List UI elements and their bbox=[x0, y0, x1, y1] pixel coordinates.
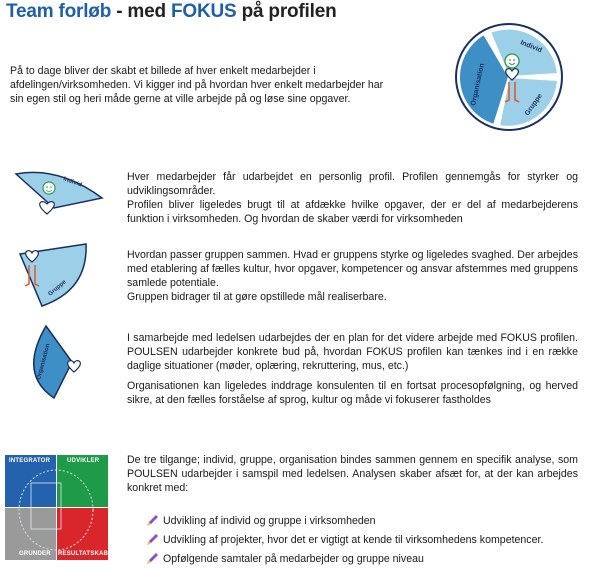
quadrant-circle-outline bbox=[5, 455, 108, 560]
list-item bbox=[145, 549, 543, 568]
list-item bbox=[145, 511, 543, 530]
organisation-section bbox=[127, 331, 578, 407]
title-part-fokus: FOKUS bbox=[170, 1, 237, 22]
analysis-bullet-list bbox=[145, 511, 543, 568]
analysis-section bbox=[127, 453, 578, 495]
organisation-icon-label: Organisation bbox=[36, 343, 52, 381]
bullet-text: Udvikling af projekter, hvor det er vigtigt at kende til virksomhedens kompetencer. bbox=[163, 533, 544, 546]
pen-bullet-icon bbox=[145, 552, 159, 566]
individ-paragraph-2: Profilen bliver ligeledes brugt til at afdække hvilke opgaver, der er del af medarbejderens funktion i virksomheden. Og hvordan de skaber værdi for virksomheden bbox=[127, 199, 578, 225]
bullet-text: Udvikling af individ og gruppe i virksomheden bbox=[163, 514, 376, 527]
competence-quadrant-graphic bbox=[5, 455, 117, 560]
gruppe-segment bbox=[499, 77, 558, 127]
intro-paragraph bbox=[10, 64, 395, 106]
gruppe-icon-label: Gruppe bbox=[47, 279, 68, 298]
title-part-profil: på profilen bbox=[236, 1, 337, 22]
bullet-text: Opfølgende samtaler på medarbejder og gruppe niveau bbox=[163, 552, 424, 565]
quadrant-label-integrator: INTEGRATOR bbox=[9, 458, 51, 464]
fokus-circle-graphic bbox=[454, 22, 564, 132]
gruppe-segment-icon bbox=[14, 240, 94, 310]
list-item bbox=[145, 530, 543, 549]
individ-section bbox=[127, 170, 578, 226]
individ-paragraph-1: Hver medarbejder får udarbejdet en personlig profil. Profilen gennemgås for styrker og udviklingsområder. bbox=[127, 171, 578, 197]
circle-label-organisation: Organisation bbox=[470, 62, 486, 107]
analysis-paragraph: De tre tilgange; individ, gruppe, organisation bindes sammen gennem en specifik analyse, som POULSEN udarbejder i samspil med ledelsen. Analysen skaber afsæt for, at der kan arbejdes konkret med: bbox=[127, 454, 578, 494]
gruppe-paragraph-1: Hvordan passer gruppen sammen. Hvad er gruppens styrke og ligeledes svaghed. Der arbejdes med etablering af fælles kultur, hvor opgaver, kompetencer og ansvar afstemmes med gruppens samlede potentiale. bbox=[127, 249, 578, 289]
pen-bullet-icon bbox=[145, 514, 159, 528]
person-head-icon bbox=[505, 54, 519, 68]
organisation-paragraph-2: Organisationen kan ligeledes inddrage konsulenten til en fortsat procesopfølgning, og herved sikre, at den fælles forståelse af sprog, kultur og måde vi fokuserer fastholdes bbox=[127, 380, 578, 406]
quadrant-label-udvikler: UDVIKLER bbox=[67, 458, 100, 464]
gruppe-section bbox=[127, 248, 578, 304]
title-dash: - bbox=[111, 1, 128, 22]
gruppe-paragraph-2: Gruppen bidrager til at gøre opstillede mål realiserbare. bbox=[127, 291, 387, 303]
circle-label-gruppe: Gruppe bbox=[523, 92, 544, 118]
pen-bullet-icon bbox=[145, 533, 159, 547]
organisation-segment-icon bbox=[16, 322, 96, 402]
title-part-med: med bbox=[127, 1, 171, 22]
quadrant-label-grunder: GRUNDER bbox=[19, 551, 51, 557]
intro-text: På to dage bliver der skabt et billede af hver enkelt medarbejder i afdelingen/virksomheden. Vi kigger ind på hvordan hver enkelt medarbejder har sin egen stil og heri måde gerne at ville arbejde på og løse sine opgaver. bbox=[10, 65, 384, 105]
individ-segment-icon bbox=[14, 168, 104, 228]
circle-label-individ: Individ bbox=[519, 39, 543, 55]
individ-icon-label: Individ bbox=[62, 176, 83, 189]
organisation-paragraph-1: I samarbejde med ledelsen udarbejdes der en plan for det videre arbejde med FOKUS profilen. POULSEN udarbejder konkrete bud på, hvordan FOKUS profilen kan tænkes ind i en række daglige situationer (møder, oplæring, rekruttering, mus, etc.) bbox=[127, 332, 578, 372]
title-part-team: Team forløb bbox=[6, 1, 112, 22]
quadrant-label-resultatskaber: RESULTATSKABER bbox=[58, 551, 117, 557]
page-title bbox=[6, 1, 336, 23]
